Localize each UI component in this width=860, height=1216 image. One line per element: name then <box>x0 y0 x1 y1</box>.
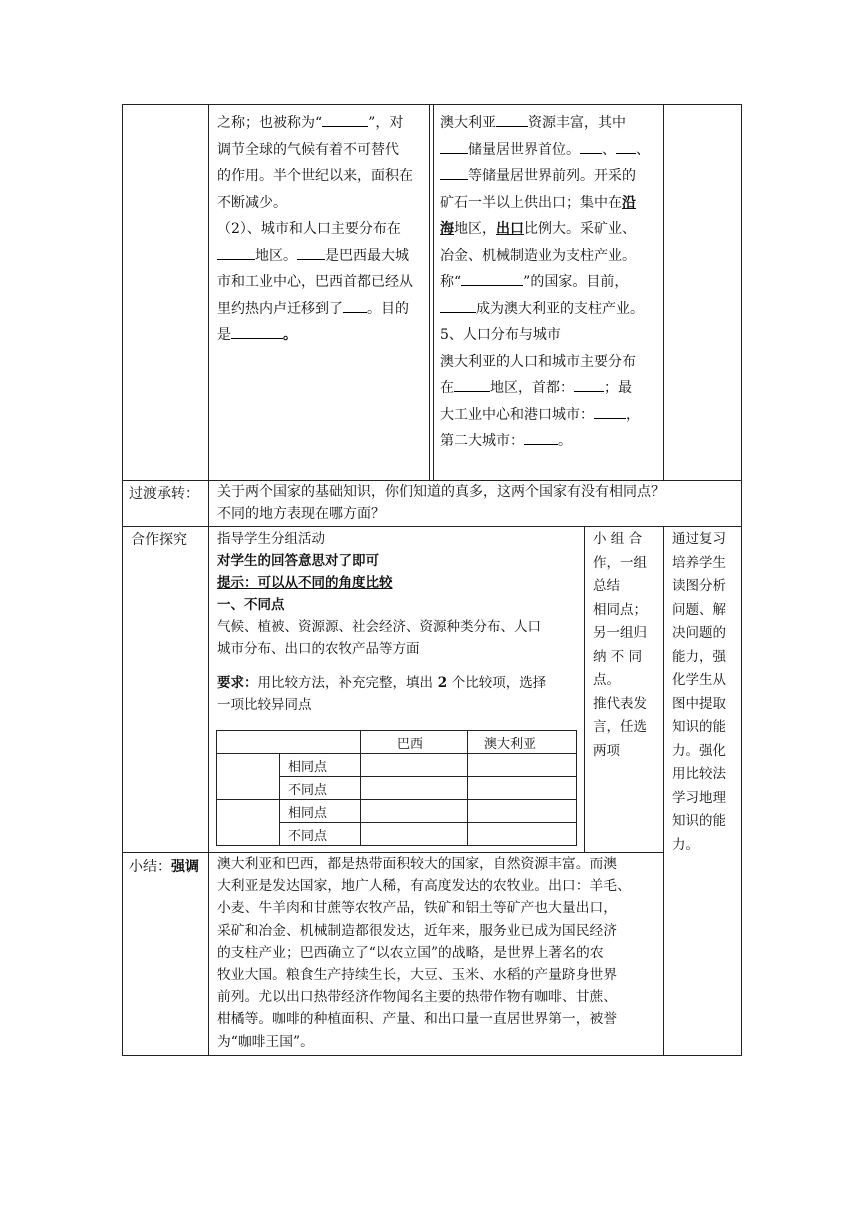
text-line: 决问题的 <box>672 625 726 641</box>
text-line: 前列。尤以出口热带经济作物闻名主要的热带作物有咖啡、甘蔗、 <box>217 989 618 1006</box>
table-cell[interactable] <box>361 823 468 846</box>
text-line: 点。 <box>593 672 620 688</box>
text-line: 总结 <box>593 578 620 594</box>
text-line: 知识的能 <box>672 719 726 735</box>
text-line: 调节全球的气候有着不可替代 <box>217 141 399 158</box>
text-line: 地区， <box>454 221 496 237</box>
text-line: 冶金、机械制造业为支柱产业。 <box>440 247 636 264</box>
table-row <box>217 800 577 823</box>
table-cell[interactable] <box>468 823 577 846</box>
text-line: 的作用。半个世纪以来，面积在 <box>217 168 413 184</box>
text-line: 大工业中心和港口城市： <box>440 406 594 423</box>
text-line: 个比较项，选择 <box>451 675 547 691</box>
blank-field[interactable] <box>231 324 283 339</box>
table-header-brazil: 巴西 <box>361 731 468 754</box>
text-line: 储量居世界首位。 <box>468 141 580 158</box>
text-line: 关于两个国家的基础知识，你们知道的真多，这两个国家有没有相同点？ <box>217 484 665 500</box>
text-line: 沿 <box>622 194 636 211</box>
blank-field[interactable] <box>454 377 490 392</box>
row-divider-2 <box>122 526 742 527</box>
text-line: 资源丰富，其中 <box>528 115 626 131</box>
text-line: 地区。 <box>255 247 297 264</box>
text-line: 的支柱产业；巴西确立了“以农立国”的战略，是世界上著名的农 <box>217 944 604 961</box>
col-divider-top-right <box>663 104 664 480</box>
text-line: 强调 <box>171 859 199 875</box>
text-line: 澳大利亚 <box>440 115 496 131</box>
text-line: 柑橘等。咖啡的种植面积、产量、和出口量一直居世界第一，被誉 <box>217 1011 618 1028</box>
text-line: 是 <box>217 327 231 343</box>
text-line: 等储量居世界前列。开采的 <box>468 168 636 184</box>
text-line: 不同的地方表现在哪方面？ <box>217 506 385 522</box>
text-line: 为“咖啡王国”。 <box>217 1033 314 1050</box>
col-divider-top-a <box>429 104 430 480</box>
blank-field[interactable] <box>461 271 523 286</box>
text-line: 、 <box>602 141 616 158</box>
hint-text: 提示：可以从不同的角度比较 <box>217 575 393 591</box>
summary-label <box>129 856 199 878</box>
row-label-same: 相同点 <box>280 800 361 823</box>
text-line: 气候、植被、资源源、社会经济、资源种类分布、人口 <box>217 619 541 635</box>
text-line: 称“ <box>440 274 462 290</box>
table-cell[interactable] <box>468 754 577 777</box>
text-line: 作，一组 <box>593 554 647 571</box>
blank-field[interactable] <box>594 404 626 419</box>
transition-text <box>217 481 737 525</box>
col-divider-label <box>208 104 209 1056</box>
text-line: 大利亚是发达国家，地广人稀，有高度发达的农牧业。出口：羊毛、 <box>217 878 631 895</box>
text-line: 比例大。采矿业、 <box>524 221 636 237</box>
text-line: 另一组归 <box>593 625 647 641</box>
text-line: 、 <box>636 141 650 158</box>
row-label-diff: 不同点 <box>280 823 361 846</box>
text-line: 牧业大国。粮食生产持续生长，大豆、玉米、水稻的产量跻身世界 <box>217 967 618 984</box>
text-line: 纳 不 同 <box>593 648 643 665</box>
summary-text <box>217 853 661 1053</box>
coop-label: 合作探究 <box>131 532 187 548</box>
table-cell <box>217 731 361 754</box>
table-header-australia: 澳大利亚 <box>468 731 577 754</box>
text-line: ”，对 <box>368 115 404 131</box>
text-line: 之称；也被称为“ <box>217 115 323 131</box>
text-line: 出口 <box>496 221 524 237</box>
text-line: 城市分布、出口的农牧产品等方面 <box>217 641 420 657</box>
comparison-table <box>216 730 577 846</box>
blank-field[interactable] <box>440 139 468 154</box>
table-row <box>217 731 577 754</box>
table-cell[interactable] <box>217 800 280 846</box>
text-line: 是巴西最大城 <box>325 247 409 264</box>
text-line: 小麦、牛羊肉和甘蔗等农牧产品，铁矿和铝土等矿产也大量出口， <box>217 900 618 917</box>
text-line: 力。 <box>672 836 699 853</box>
text-line: 第二大城市： <box>440 433 524 449</box>
text-line: 地区，首都： <box>490 380 574 396</box>
blank-field[interactable] <box>574 377 604 392</box>
text-line: 澳大利亚的人口和城市主要分布 <box>440 353 636 370</box>
blank-field[interactable] <box>343 298 367 313</box>
row-label-same: 相同点 <box>280 754 361 777</box>
text-line: 市和工业中心，巴西首都已经从 <box>217 274 413 290</box>
text-line: ；最 <box>604 380 632 396</box>
text-line: 学习地理 <box>672 789 726 806</box>
top-right-text <box>440 110 662 455</box>
text-line: 。目的 <box>367 300 409 317</box>
text-line: 不断减少。 <box>217 194 287 211</box>
blank-field[interactable] <box>322 112 368 127</box>
blank-field[interactable] <box>496 112 528 127</box>
text-line: 图中提取 <box>672 695 726 712</box>
text-line: 澳大利亚和巴西，都是热带面积较大的国家，自然资源丰富。而澳 <box>217 856 618 872</box>
col-divider-coop-student <box>584 526 585 852</box>
text-line: 读图分析 <box>672 578 726 594</box>
text-line: 能力，强 <box>672 648 726 665</box>
table-cell[interactable] <box>217 754 280 800</box>
table-cell[interactable] <box>361 777 468 800</box>
table-cell[interactable] <box>361 754 468 777</box>
design-purpose <box>672 528 740 857</box>
text-line: 。 <box>283 327 297 343</box>
row-label-diff: 不同点 <box>280 777 361 800</box>
text-line: 矿石一半以上供出口；集中在 <box>440 194 622 211</box>
requirement-label: 要求： <box>217 675 258 691</box>
blank-field[interactable] <box>440 298 476 313</box>
text-line: 用比较法 <box>672 766 726 782</box>
col-divider-top-b <box>433 104 434 480</box>
table-cell[interactable] <box>468 800 577 823</box>
text-line: 小 组 合 <box>593 531 643 547</box>
text-line: 在 <box>440 380 454 396</box>
text-line: 通过复习 <box>672 531 726 547</box>
text-line: 问题、解 <box>672 601 726 618</box>
col-divider-coop-purpose <box>663 526 664 1056</box>
text-line: 海 <box>440 221 454 237</box>
text-line: 2 <box>433 675 452 691</box>
text-line: 成为澳大利亚的支柱产业。 <box>476 300 644 317</box>
text-line: 推代表发 <box>593 695 647 712</box>
blank-field[interactable] <box>440 165 468 180</box>
coop-content <box>217 528 583 716</box>
text-line: ， <box>626 406 640 423</box>
text-line: 指导学生分组活动 <box>217 531 325 547</box>
blank-field[interactable] <box>616 139 636 154</box>
text-line: 力。强化 <box>672 742 726 759</box>
top-left-text <box>217 110 427 349</box>
text-line: ”的国家。目前， <box>523 274 629 290</box>
blank-field[interactable] <box>580 139 602 154</box>
text-line: 。 <box>558 433 572 449</box>
blank-field[interactable] <box>524 430 558 445</box>
table-cell[interactable] <box>361 800 468 823</box>
table-cell[interactable] <box>468 777 577 800</box>
text-line: 采矿和冶金、机械制造都很发达，近年来，服务业已成为国民经济 <box>217 922 618 939</box>
text-line: 用比较方法，补充完整，填出 <box>257 675 433 691</box>
text-line: 对学生的回答意思对了即可 <box>217 553 379 569</box>
table-row <box>217 754 577 777</box>
blank-field[interactable] <box>297 245 325 260</box>
text-line: 一项比较异同点 <box>217 697 312 713</box>
section-heading: 5、人口分布与城市 <box>440 327 561 343</box>
text-line: 里约热内卢迁移到了 <box>217 300 343 317</box>
blank-field[interactable] <box>217 245 255 260</box>
text-line: 小结： <box>129 859 171 875</box>
text-line: 言，任选 <box>593 719 647 735</box>
text-line: 培养学生 <box>672 554 726 571</box>
text-line: 相同点； <box>593 601 647 618</box>
text-line: 知识的能 <box>672 813 726 829</box>
section-heading: 一、不同点 <box>217 597 285 613</box>
text-line: 化学生从 <box>672 672 726 688</box>
text-line: 两项 <box>593 742 620 759</box>
text-line: （2）、城市和人口主要分布在 <box>217 221 401 237</box>
student-activity <box>593 528 661 763</box>
transition-label: 过渡承转： <box>129 486 199 502</box>
